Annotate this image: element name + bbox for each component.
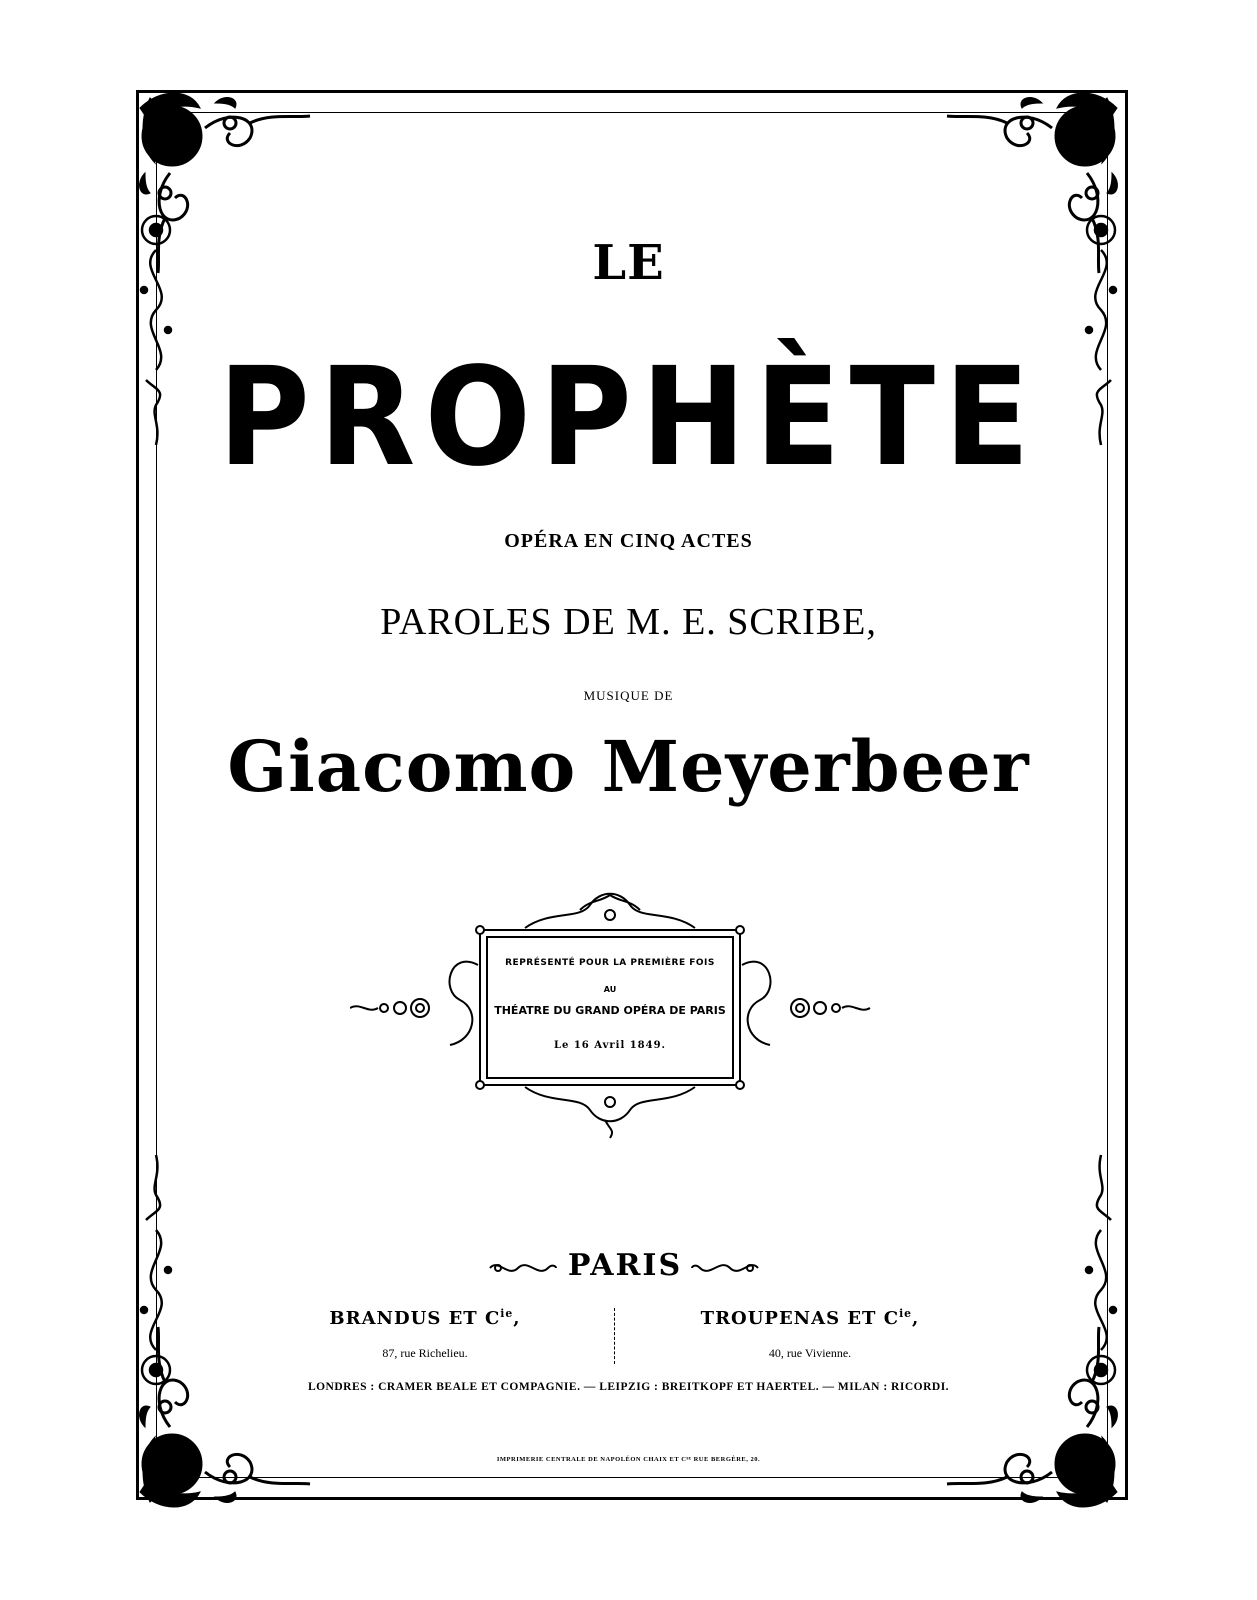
city-name: PARIS xyxy=(567,1248,683,1283)
publisher-right-trail: , xyxy=(912,1308,920,1329)
publisher-left-address: 87, rue Richelieu. xyxy=(382,1346,468,1360)
premiere-line-1: REPRÉSENTÉ POUR LA PREMIÈRE FOIS xyxy=(505,958,715,968)
premiere-date: Le 16 Avril 1849. xyxy=(553,1040,667,1051)
title-article: LE xyxy=(592,235,665,291)
publisher-right-name: TROUPENAS ET C xyxy=(700,1308,900,1329)
scroll-flourish-icon xyxy=(690,1256,760,1280)
title-main: PROPHÈTE xyxy=(218,339,1039,497)
publisher-right-address: 40, rue Vivienne. xyxy=(768,1346,852,1360)
city-row xyxy=(0,1248,1257,1288)
premiere-venue: THÉATRE DU GRAND OPÉRA DE PARIS xyxy=(494,1004,726,1017)
publisher-left xyxy=(265,1307,585,1329)
publisher-left-suffix: ie xyxy=(500,1307,514,1320)
composer-name: Giacomo Meyerbeer xyxy=(227,725,1030,808)
publisher-divider xyxy=(614,1308,617,1364)
scroll-flourish-icon xyxy=(488,1256,558,1280)
publisher-right xyxy=(650,1307,970,1329)
publisher-left-name: BRANDUS ET C xyxy=(329,1308,501,1329)
agents-line: LONDRES : CRAMER BEALE ET COMPAGNIE. — LEIPZIG : BREITKOPF ET HAERTEL. — MILAN : RICORDI. xyxy=(307,1381,950,1393)
publisher-right-suffix: ie xyxy=(899,1307,913,1320)
subtitle: OPÉRA EN CINQ ACTES xyxy=(504,530,753,552)
publisher-left-trail: , xyxy=(513,1308,521,1329)
music-label: MUSIQUE DE xyxy=(583,688,674,703)
librettist-line: PAROLES DE M. E. SCRIBE, xyxy=(380,601,877,643)
premiere-line-2: AU xyxy=(603,985,617,994)
printer-imprint: IMPRIMERIE CENTRALE DE NAPOLÉON CHAIX ET Cᴵᴱ RUE BERGÈRE, 20. xyxy=(496,1456,761,1463)
